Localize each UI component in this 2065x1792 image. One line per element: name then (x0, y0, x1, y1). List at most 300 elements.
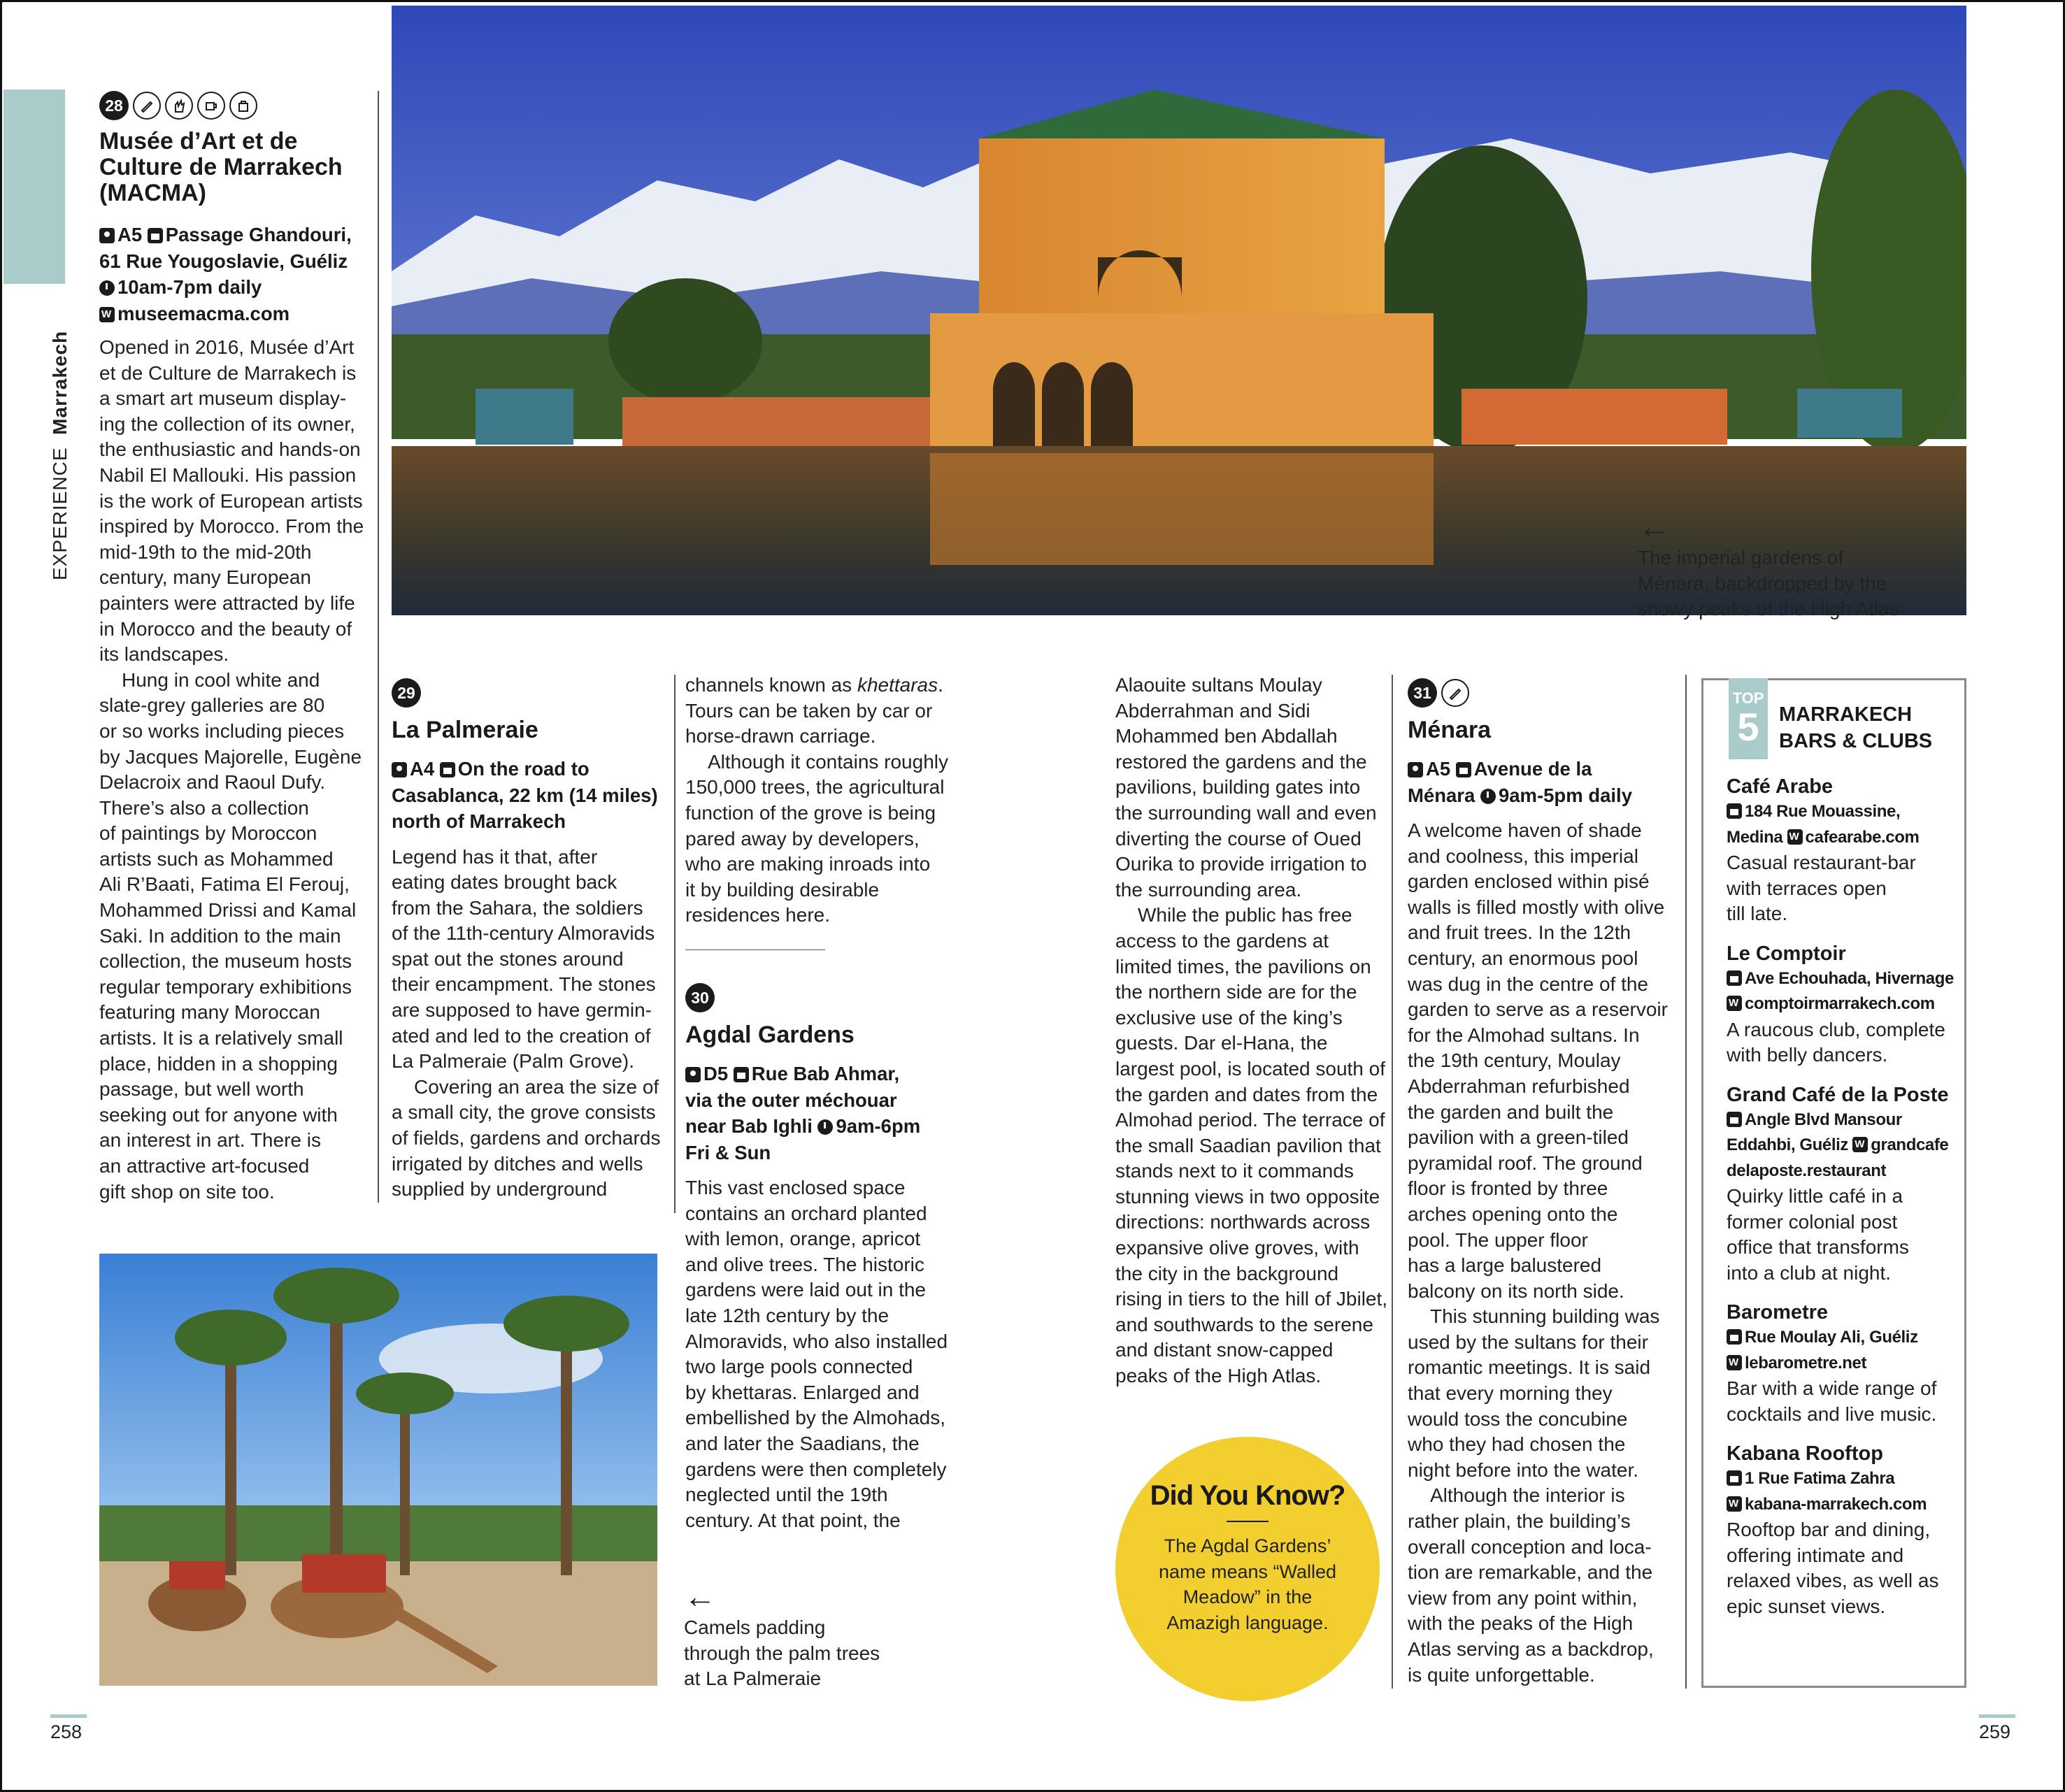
text-line: of fields, gardens and orchards (392, 1127, 661, 1149)
bar-entry (1727, 774, 1964, 927)
entry-body (1408, 818, 1677, 1688)
text-line: peaks of the High Atlas. (1115, 1365, 1322, 1387)
bar-description (1727, 1017, 1964, 1068)
paragraph (99, 668, 365, 1205)
text-line: late 12th century by the (685, 1304, 889, 1326)
text-line: ated and led to the creation of (392, 1024, 651, 1047)
text-line: century, an enormous pool (1408, 947, 1638, 969)
text-span: channels known as (685, 674, 857, 696)
text-line: Alaouite sultans Moulay (1115, 674, 1322, 696)
text-line: for the Almohad sultans. In (1408, 1024, 1640, 1046)
bar-entry (1727, 941, 1964, 1068)
text-line: directions: northwards across (1115, 1211, 1371, 1233)
text-line: with lemon, orange, apricot (685, 1228, 921, 1250)
text-line: view from any point within, (1408, 1586, 1638, 1609)
caption-line: The imperial gardens of (1638, 547, 1844, 568)
pencil-ruler-icon (1441, 679, 1469, 707)
caption-line: snowy peaks of the High Atlas (1638, 598, 1899, 620)
address-icon (1727, 970, 1742, 986)
text-line: walls is filled mostly with olive (1408, 896, 1665, 918)
column-rule (1685, 675, 1687, 1689)
entry-info (392, 756, 664, 835)
text-line: are supposed to have germin- (392, 999, 652, 1022)
text-line: tion are remarkable, and the (1408, 1561, 1653, 1584)
text-line: Rooftop bar and dining, (1727, 1519, 1931, 1540)
text-line: the garden and dates from the (1115, 1083, 1378, 1105)
column-rule (1392, 675, 1393, 1689)
address: On the road to (457, 758, 590, 780)
shopping-bag-icon (229, 92, 257, 120)
text-line: by khettaras. Enlarged and (685, 1381, 920, 1403)
text-line: the northern side are for the (1115, 981, 1357, 1003)
address-line: north of Marrakech (392, 810, 566, 832)
entry-palmeraie (392, 678, 664, 1203)
text-line: largest pool, is located south of (1115, 1057, 1386, 1080)
top5-badge (1729, 678, 1768, 759)
website-link[interactable]: kabana-marrakech.com (1745, 1494, 1927, 1514)
did-you-know-callout (1115, 1437, 1380, 1701)
text-line: gift shop on site too. (99, 1180, 275, 1203)
did-you-know-heading: Did You Know? (1150, 1480, 1345, 1511)
text-line: Atlas serving as a backdrop, (1408, 1638, 1654, 1660)
address-line: via the outer méchouar (685, 1089, 897, 1111)
website-link[interactable]: lebarometre.net (1745, 1353, 1867, 1372)
text-line: the surrounding area. (1115, 878, 1302, 901)
text-line: residences here. (685, 904, 831, 926)
text-line: rather plain, the building’s (1408, 1510, 1631, 1533)
running-head-section: EXPERIENCE (49, 447, 71, 580)
opening-hours: 9am-6pm (836, 1115, 921, 1137)
coffee-cup-icon (197, 92, 225, 120)
address: delaposte.restaurant (1727, 1161, 1887, 1180)
address-line: Ménara (1408, 784, 1480, 806)
bar-name: Grand Café de la Poste (1727, 1083, 1949, 1106)
bar-name: Kabana Rooftop (1727, 1442, 1883, 1465)
entry-info (685, 1061, 965, 1166)
text-line: inspired by Morocco. From the (99, 515, 364, 538)
address: Passage Ghandouri, (165, 224, 352, 245)
address: Ave Echouhada, Hivernage (1745, 968, 1954, 988)
text-line: the surrounding wall and even (1115, 801, 1377, 824)
bar-entry (1727, 1300, 1964, 1427)
text-line: irrigated by ditches and wells (392, 1152, 643, 1175)
paragraph (1408, 818, 1677, 1304)
text-line: till late. (1727, 903, 1788, 924)
entry-title (99, 129, 365, 206)
text-line: contains an orchard planted (685, 1202, 927, 1224)
text-line: function of the grove is being (685, 801, 936, 824)
text-line: the small Saadian pavilion that (1115, 1134, 1381, 1156)
clock-icon (1480, 789, 1496, 804)
divider (1227, 1521, 1269, 1522)
text-line: would toss the concubine (1408, 1407, 1628, 1430)
bar-entry (1727, 1441, 1964, 1619)
opening-hours: 10am-7pm daily (117, 276, 262, 298)
text-line: with terraces open (1727, 877, 1887, 899)
macma-icons (99, 91, 365, 120)
address: 184 Rue Mouassine, (1745, 802, 1901, 821)
text-line: Covering an area the size of (414, 1075, 659, 1098)
title-line: (MACMA) (99, 180, 206, 206)
bar-info (1727, 1108, 1964, 1184)
bar-info (1727, 1466, 1964, 1517)
text-line: and olive trees. The historic (685, 1253, 924, 1275)
page-number-rule (50, 1714, 87, 1718)
entry-body (685, 1175, 965, 1533)
running-head-city: Marrakech (49, 330, 71, 435)
text-line: who they had chosen the (1408, 1433, 1626, 1456)
text-line: and distant snow-capped (1115, 1339, 1334, 1361)
section-tab (3, 89, 65, 284)
website-link[interactable]: grandcafe (1871, 1135, 1949, 1154)
section-divider (685, 949, 825, 951)
text-line: arches opening onto the (1408, 1203, 1618, 1225)
entry-number: 29 (392, 678, 421, 708)
text-line: regular temporary exhibitions (99, 975, 352, 998)
text-line: While the public has free (1138, 904, 1352, 926)
caption-line: Camels padding (684, 1617, 826, 1638)
page-number-right: 259 (1979, 1721, 2011, 1742)
entry-number: 28 (99, 91, 129, 120)
text-line: gardens were then completely (685, 1458, 947, 1480)
map-pin-icon (1408, 762, 1423, 777)
text-line: of paintings by Moroccon (99, 822, 317, 845)
text-line: into a club at night. (1727, 1261, 1892, 1284)
text-line: 150,000 trees, the agricultural (685, 776, 945, 798)
text-line: the 19th century, Moulay (1408, 1049, 1621, 1072)
paragraph (1115, 673, 1388, 903)
map-ref: A5 (117, 224, 148, 245)
text-line: pavilions, building gates into (1115, 776, 1361, 798)
address-icon (148, 228, 163, 243)
text-line: et de Culture de Marrakech is (99, 361, 357, 384)
website-icon (1727, 1496, 1742, 1512)
menara-photo-caption (1638, 545, 1931, 622)
text-line: exclusive use of the king’s (1115, 1006, 1343, 1028)
text-line: featuring many Moroccan (99, 1001, 320, 1024)
address: Angle Blvd Mansour (1745, 1110, 1902, 1129)
text-line: night before into the water. (1408, 1458, 1638, 1481)
text-span: . (938, 674, 943, 696)
address-icon (1727, 1112, 1742, 1127)
text-line: stands next to it commands (1115, 1160, 1354, 1182)
text-line: supplied by underground (392, 1178, 608, 1200)
title-line: Culture de Marrakech (99, 154, 343, 180)
arrow-left-icon: ← (1638, 508, 1670, 545)
bar-info (1727, 1325, 1964, 1376)
text-line: with belly dancers. (1727, 1044, 1888, 1066)
bar-description (1727, 1184, 1964, 1286)
website-icon (99, 307, 115, 322)
text-line: century, many European (99, 566, 311, 589)
text-line: The Agdal Gardens’ (1164, 1535, 1331, 1556)
opening-days: Fri & Sun (685, 1141, 771, 1163)
text-line: Abderrahman and Sidi (1115, 699, 1310, 722)
text-line: is quite unforgettable. (1408, 1663, 1595, 1686)
text-line: A raucous club, complete (1727, 1018, 1945, 1040)
paragraph (685, 1175, 965, 1533)
text-line: restored the gardens and the (1115, 750, 1367, 773)
address-icon (1727, 1470, 1742, 1486)
text-line: is the work of European artists (99, 489, 363, 512)
camels-photo-caption (684, 1615, 964, 1692)
bar-description (1727, 1517, 1964, 1619)
entry-number: 31 (1408, 678, 1437, 708)
bars-list (1727, 774, 1964, 1633)
bar-entry (1727, 1082, 1964, 1286)
text-line: its landscapes. (99, 643, 229, 666)
text-line: garden enclosed within pisé (1408, 870, 1650, 893)
text-line: Quirky little café in a (1727, 1185, 1903, 1207)
text-line: pavilion with a green-tiled (1408, 1126, 1629, 1149)
text-line: There’s also a collection (99, 796, 309, 819)
caption-line: Ménara, backdropped by the (1638, 572, 1887, 594)
bar-info (1727, 799, 1964, 850)
text-span: Tours can be taken by car or (685, 699, 933, 722)
agdal-body-continued (1115, 673, 1388, 1389)
text-line: Mohammed ben Abdallah (1115, 725, 1338, 747)
text-line: gardens were laid out in the (685, 1279, 926, 1301)
menara-icons (1408, 678, 1677, 708)
clock-icon (99, 280, 115, 296)
text-line: diverting the course of Oued (1115, 827, 1362, 850)
text-line: painters were attracted by life (99, 592, 355, 614)
address: Medina (1727, 827, 1787, 847)
text-line: pool. The upper floor (1408, 1228, 1588, 1251)
text-line: eating dates brought back (392, 871, 617, 894)
text-line: Nabil El Mallouki. His passion (99, 464, 357, 486)
text-line: overall conception and loca- (1408, 1535, 1652, 1558)
address: Rue Bab Ahmar, (751, 1063, 900, 1084)
address: Avenue de la (1473, 758, 1592, 780)
text-line: and southwards to the serene (1115, 1313, 1373, 1335)
text-line: a smart art museum display- (99, 387, 347, 410)
entry-agdal (685, 983, 965, 1533)
page-number-rule (1979, 1714, 2015, 1718)
map-ref: D5 (703, 1063, 734, 1084)
entry-number: 30 (685, 983, 715, 1012)
arrow-left-icon: ← (684, 1578, 716, 1614)
address-icon (1727, 1329, 1742, 1345)
text-line: limited times, the pavilions on (1115, 955, 1371, 977)
pencil-ruler-icon (133, 92, 161, 120)
address: Rue Moulay Ali, Guéliz (1745, 1328, 1918, 1347)
text-line: collection, the museum hosts (99, 950, 352, 973)
text-block (685, 750, 965, 929)
text-line: expansive olive groves, with (1115, 1237, 1359, 1259)
entry-info (99, 222, 365, 327)
text-line: that every morning they (1408, 1382, 1613, 1405)
text-line: two large pools connected (685, 1356, 913, 1378)
text-line: pared away by developers, (685, 827, 920, 850)
map-pin-icon (685, 1067, 701, 1082)
top5-label: TOP (1732, 689, 1764, 707)
text-line: Meadow” in the (1182, 1586, 1313, 1608)
camels-photo (99, 1254, 657, 1686)
address-icon (1456, 762, 1471, 777)
text-line: and later the Saadians, the (685, 1432, 920, 1454)
entry-macma (99, 91, 365, 1205)
entry-menara (1408, 678, 1677, 1688)
entry-title: Ménara (1408, 717, 1492, 743)
text-line: or so works including pieces (99, 719, 345, 742)
text-line: has a large balustered (1408, 1254, 1602, 1277)
text-line: the city in the background (1115, 1262, 1339, 1284)
paragraph (1115, 903, 1388, 1389)
text-line: Almoravids, who also installed (685, 1330, 948, 1352)
text-line: pyramidal roof. The ground (1408, 1152, 1643, 1174)
caption-line: through the palm trees (684, 1642, 880, 1664)
bar-name: Barometre (1727, 1301, 1829, 1324)
text-line: office that transforms (1727, 1236, 1909, 1258)
hand-icon (165, 92, 193, 120)
entry-body (392, 845, 664, 1203)
map-pin-icon (392, 762, 407, 777)
text-line: garden to serve as a reservoir (1408, 998, 1668, 1021)
website-icon (1852, 1137, 1868, 1152)
text-line: balcony on its north side. (1408, 1280, 1624, 1302)
address-icon (440, 762, 455, 777)
entry-title: La Palmeraie (392, 717, 538, 743)
text-line: former colonial post (1727, 1210, 1898, 1233)
text-line: Hung in cool white and (122, 668, 320, 691)
text-line: Delacroix and Raoul Dufy. (99, 771, 326, 794)
caption-line: at La Palmeraie (684, 1668, 822, 1690)
opening-hours: 9am-5pm daily (1498, 784, 1632, 806)
website-link[interactable]: comptoirmarrakech.com (1745, 994, 1935, 1013)
running-head (49, 331, 71, 580)
map-pin-icon (99, 228, 115, 243)
text-line: the garden and built the (1408, 1101, 1614, 1123)
page-number-left: 258 (50, 1721, 83, 1742)
map-ref: A5 (1426, 758, 1456, 780)
text-line: Opened in 2016, Musée d’Art (99, 336, 355, 358)
text-line: used by the sultans for their (1408, 1331, 1648, 1353)
text-line: Legend has it that, after (392, 845, 598, 868)
text-line: a small city, the grove consists (392, 1101, 656, 1124)
address: Eddahbi, Guéliz (1727, 1135, 1853, 1154)
text-line: with the peaks of the High (1408, 1612, 1634, 1635)
bar-info (1727, 966, 1964, 1017)
text-line: passage, but well worth (99, 1078, 304, 1101)
text-line: place, hidden in a shopping (99, 1052, 338, 1075)
top5-number: 5 (1737, 705, 1759, 749)
text-line: the enthusiastic and hands-on (99, 438, 361, 461)
palmeraie-body-continued (685, 673, 965, 950)
text-line: artists such as Mohammed (99, 847, 334, 870)
entry-info (1408, 756, 1677, 808)
website-link[interactable]: cafearabe.com (1805, 827, 1920, 847)
website-icon (1727, 996, 1742, 1011)
text-line: mid-19th to the mid-20th (99, 540, 312, 563)
text-line: La Palmeraie (Palm Grove). (392, 1050, 635, 1073)
paragraph (1408, 1483, 1677, 1688)
text-line: rising in tiers to the hill of Jbilet, (1115, 1288, 1388, 1310)
clock-icon (817, 1119, 833, 1135)
text-line: epic sunset views. (1727, 1595, 1886, 1617)
text-line: Mohammed Drissi and Kamal (99, 899, 357, 922)
map-ref: A4 (410, 758, 440, 780)
paragraph (392, 1075, 664, 1203)
address-icon (734, 1067, 749, 1082)
text-line: floor is fronted by three (1408, 1177, 1608, 1200)
text-line: ing the collection of its owner, (99, 413, 355, 435)
entry-title: Agdal Gardens (685, 1022, 855, 1048)
paragraph (99, 335, 365, 668)
text-line: Casual restaurant-bar (1727, 852, 1916, 873)
text-line: an attractive art-focused (99, 1155, 310, 1177)
text-line: century. At that point, the (685, 1509, 901, 1531)
top5-heading (1779, 701, 1932, 754)
text-line: Abderrahman refurbished (1408, 1075, 1630, 1097)
text-line: embellished by the Almohads, (685, 1407, 945, 1429)
text-line: spat out the stones around (392, 947, 624, 970)
text-line: from the Sahara, the soldiers (392, 896, 643, 919)
title-line: Musée d’Art et de (99, 128, 298, 155)
text-line: by Jacques Majorelle, Eugène (99, 745, 362, 768)
text-line: Almohad period. The terrace of (1115, 1109, 1385, 1131)
menara-photo (392, 6, 1966, 615)
text-line: Although the interior is (1430, 1484, 1625, 1507)
website-icon (1727, 1355, 1742, 1370)
entry-body (99, 335, 365, 1205)
text-line: Ourika to provide irrigation to (1115, 853, 1367, 875)
text-line: This stunning building was (1430, 1305, 1660, 1328)
text-line: seeking out for anyone with (99, 1103, 338, 1126)
column-rule (674, 675, 676, 1213)
text-line: Ali R’Baati, Fatima El Ferouj, (99, 873, 350, 896)
text-line: Amazigh language. (1166, 1612, 1329, 1633)
bar-description (1727, 1376, 1964, 1427)
text-line: Bar with a wide range of (1727, 1377, 1937, 1399)
text-line: who are making inroads into (685, 853, 931, 875)
text-line: A welcome haven of shade (1408, 819, 1642, 841)
top5-bars-box (1701, 678, 1966, 1688)
text-line: slate-grey galleries are 80 (99, 694, 325, 717)
website-icon (1787, 829, 1803, 845)
website-link[interactable]: museemacma.com (117, 302, 290, 324)
text-line: This vast enclosed space (685, 1177, 906, 1198)
address-icon (1727, 803, 1742, 819)
bar-name: Le Comptoir (1727, 942, 1846, 965)
text-line: cocktails and live music. (1727, 1403, 1937, 1425)
heading-line: BARS & CLUBS (1779, 730, 1933, 752)
bar-name: Café Arabe (1727, 775, 1834, 798)
text-line: their encampment. The stones (392, 973, 656, 996)
address-line: near Bab Ighli (685, 1115, 818, 1137)
text-line: artists. It is a relatively small (99, 1027, 343, 1049)
italic-term: khettaras (857, 674, 938, 696)
text-line: guests. Dar el-Hana, the (1115, 1032, 1328, 1054)
address: 1 Rue Fatima Zahra (1745, 1469, 1895, 1488)
text-line: was dug in the centre of the (1408, 973, 1648, 995)
paragraph (1408, 1304, 1677, 1483)
column-rule (378, 91, 379, 1203)
text-line: Saki. In addition to the main (99, 924, 341, 947)
text-line: neglected until the 19th (685, 1484, 888, 1506)
heading-line: MARRAKECH (1779, 703, 1913, 726)
text-line: access to the gardens at (1115, 929, 1329, 952)
text-line: relaxed vibes, as well as (1727, 1570, 1939, 1591)
paragraph (392, 845, 664, 1075)
text-line: offering intimate and (1727, 1544, 1904, 1566)
bar-description (1727, 850, 1964, 927)
text-line: of the 11th-century Almoravids (392, 922, 655, 945)
did-you-know-text (1115, 1533, 1380, 1635)
text-line: name means “Walled (1158, 1561, 1337, 1582)
text-span: horse-drawn carriage. (685, 725, 876, 747)
address-line: Casablanca, 22 km (14 miles) (392, 784, 658, 806)
